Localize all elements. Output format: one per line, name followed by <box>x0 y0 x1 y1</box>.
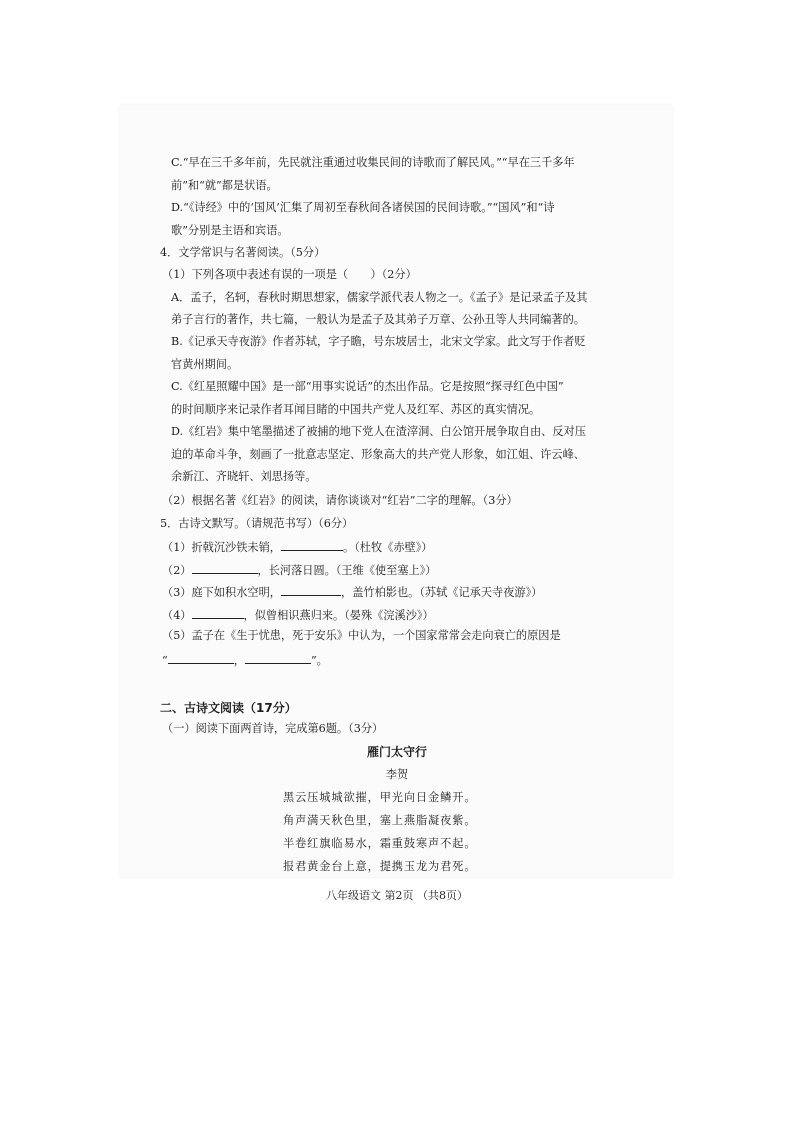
q3-option-d-line1: D.“《诗经》中的‘国风’汇集了周初至春秋间各诸侯国的民间诗歌。”“国风”和“诗 <box>171 201 555 214</box>
q3-option-c-line1: C.“早在三千多年前，先民就注重通过收集民间的诗歌而了解民风。”“早在三千多年 <box>171 156 575 169</box>
q3-option-d-line2: 歌”分别是主语和宾语。 <box>171 224 289 237</box>
close-quote: ”。 <box>310 654 328 667</box>
q4-option-b-line2: 官黄州期间。 <box>171 358 239 371</box>
poem-line-4: 报君黄金台上意，提携玉龙为君死。 <box>283 860 477 873</box>
q5-line-3-text-b: ，盖竹柏影也。（苏轼《记承天寺夜游》） <box>341 586 543 599</box>
q4-title: 4．文学常识与名著阅读。（5分） <box>160 246 326 259</box>
comma: ， <box>233 654 245 667</box>
answer-blank-5[interactable] <box>168 652 234 664</box>
answer-blank-6[interactable] <box>245 652 311 664</box>
poem-line-1: 黑云压城城欲摧，甲光向日金鳞开。 <box>283 791 477 804</box>
q5-line-2-text-a: （2） <box>162 564 192 577</box>
poem-title: 雁门太守行 <box>366 745 427 759</box>
paper-sheet <box>120 105 672 877</box>
answer-blank-4[interactable] <box>192 607 244 619</box>
open-quote: “ <box>162 654 168 667</box>
q5-line-2-text-b: ，长河落日圆。（王维《使至塞上》） <box>257 564 437 577</box>
q4-sub2: （2）根据名著《红岩》的阅读，请你谈谈对“红岩”二字的理解。（3分） <box>162 494 518 507</box>
q4-option-d-line3: 余新江、齐晓轩、刘思扬等。 <box>171 470 317 483</box>
q5-line-6 <box>162 652 328 668</box>
q4-option-d-line2: 迫的革命斗争，刻画了一批意志坚定、形象高大的共产党人形象，如江姐、许云峰、 <box>171 448 585 461</box>
q5-line-1-text-a: （1）折戟沉沙铁未销， <box>162 541 281 554</box>
q5-line-3 <box>162 584 542 600</box>
poem-author: 李贺 <box>385 768 409 781</box>
q4-option-b-line1: B.《记承天寺夜游》作者苏轼，字子瞻，号东坡居士，北宋文学家。此文写于作者贬 <box>171 335 586 348</box>
answer-blank-3[interactable] <box>281 584 341 596</box>
q5-line-4-text-b: ，似曾相识燕归来。（晏殊《浣溪沙》） <box>243 609 434 622</box>
q4-option-c-line1: C.《红星照耀中国》是一部“用事实说话”的杰出作品。它是按照“探寻红色中国” <box>171 380 564 393</box>
q4-option-c-line2: 的时间顺序来记录作者耳闻目睹的中国共产党人及红军、苏区的真实情况。 <box>171 403 541 416</box>
q5-line-5: （5）孟子在《生于忧患，死于安乐》中认为，一个国家常常会走向衰亡的原因是 <box>162 629 561 642</box>
q3-option-c-line2: 前”和“就”都是状语。 <box>171 179 278 192</box>
section2-title: 二、古诗文阅读（17分） <box>160 701 297 715</box>
answer-blank-1[interactable] <box>281 539 343 551</box>
q5-line-3-text-a: （3）庭下如积水空明， <box>162 586 281 599</box>
q5-line-4 <box>162 607 434 623</box>
q5-line-1 <box>162 539 433 555</box>
poem-line-3: 半卷红旗临易水，霜重鼓寒声不起。 <box>283 837 477 850</box>
q5-title: 5．古诗文默写。（请规范书写）（6分） <box>160 517 354 530</box>
q5-line-1-text-b: 。（杜牧《赤壁》） <box>343 541 433 554</box>
q4-option-a-line2: 弟子言行的著作，共七篇，一般认为是孟子及其弟子万章、公孙丑等人共同编著的。 <box>171 313 585 326</box>
q5-line-4-text-a: （4） <box>162 609 192 622</box>
poem-line-2: 角声满天秋色里，塞上燕脂凝夜紫。 <box>283 814 477 827</box>
page-footer: 八年级语文 第2页 （共8页） <box>326 889 468 902</box>
section2-part1: （一）阅读下面两首诗，完成第6题。（3分） <box>162 722 384 735</box>
q4-sub1: （1）下列各项中表述有误的一项是（ ）（2分） <box>162 268 417 281</box>
q5-line-2 <box>162 562 437 578</box>
q4-option-d-line1: D.《红岩》集中笔墨描述了被捕的地下党人在渣滓洞、白公馆开展争取自由、反对压 <box>171 425 586 438</box>
q4-option-a-line1: A．孟子，名轲，春秋时期思想家，儒家学派代表人物之一。《孟子》是记录孟子及其 <box>171 291 588 304</box>
answer-blank-2[interactable] <box>192 562 258 574</box>
